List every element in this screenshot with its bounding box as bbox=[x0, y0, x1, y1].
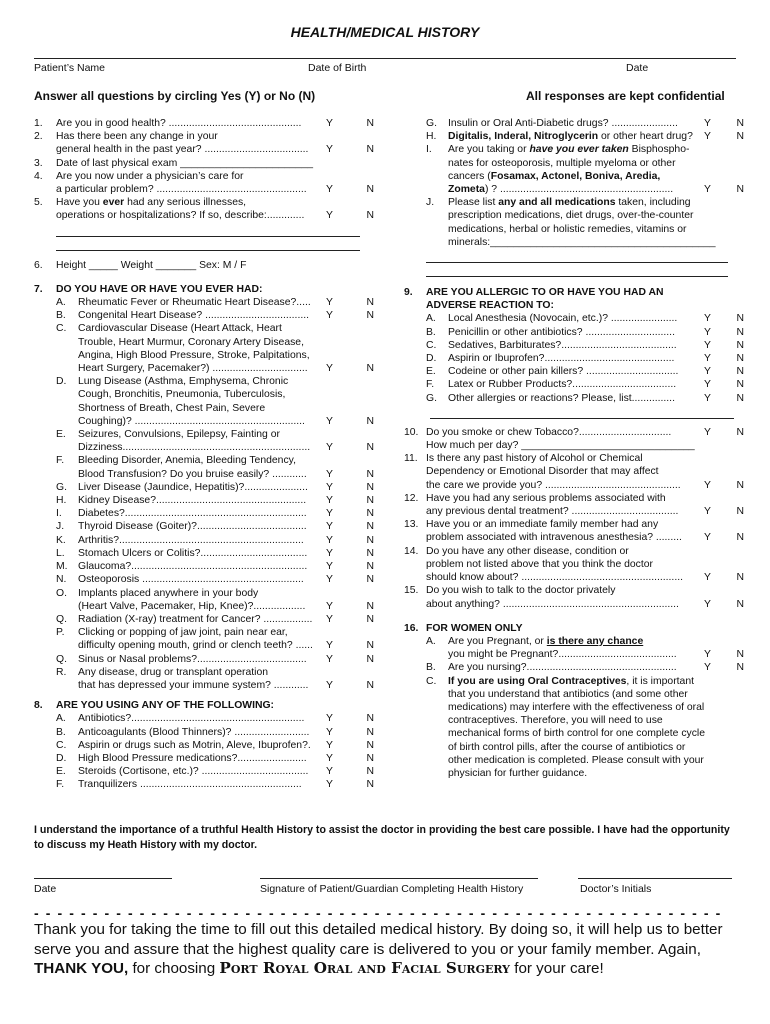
patient-name-label: Patient’s Name bbox=[34, 62, 106, 74]
practice-name: Port Royal Oral and Facial Surgery bbox=[219, 959, 511, 977]
yes-no[interactable]: Y N bbox=[326, 726, 374, 738]
describe-line[interactable] bbox=[56, 223, 360, 237]
header-line bbox=[34, 58, 736, 59]
patient-signature-line[interactable] bbox=[260, 878, 538, 879]
doctor-initials-label: Doctor’s Initials bbox=[580, 883, 652, 895]
yes-no[interactable]: Y N bbox=[326, 495, 374, 507]
yes-no[interactable]: Y N bbox=[326, 766, 374, 778]
yes-no[interactable]: Y N bbox=[326, 468, 374, 480]
yes-no[interactable]: Y N bbox=[326, 508, 374, 520]
question-12: 12. Have you had any serious problems associated with bbox=[404, 492, 666, 504]
yes-no[interactable]: Y N bbox=[704, 426, 744, 438]
yes-no[interactable]: Y N bbox=[326, 521, 374, 533]
question-4: 4. Are you now under a physician’s care for bbox=[34, 170, 244, 182]
question-13: 13. Have you or an immediate family member had any bbox=[404, 519, 659, 531]
dob-label: Date of Birth bbox=[308, 62, 367, 74]
allergies-line[interactable] bbox=[430, 405, 734, 419]
yes-no[interactable]: Y N bbox=[326, 534, 374, 546]
tear-line: - - - - - - - - - - - - - - - - - - - - - - - - - - - - - - - - - - - - - - - - - - - - - - - - - - - - - - - - - - - bbox=[34, 905, 722, 921]
yes-no[interactable]: Y N bbox=[704, 339, 744, 351]
date-sig-label: Date bbox=[34, 883, 57, 895]
yes-no[interactable]: Y N bbox=[326, 363, 374, 375]
instructions-right: All responses are kept confidential bbox=[526, 89, 725, 103]
yes-no[interactable]: Y N bbox=[704, 532, 744, 544]
question-5: 5. Have you ever had any serious illnesses, bbox=[34, 197, 247, 209]
yes-no[interactable]: Y N bbox=[326, 184, 374, 196]
yes-no[interactable]: Y N bbox=[326, 574, 374, 586]
date-signature-line[interactable] bbox=[34, 878, 172, 879]
left-column: 1. Are you in good health? .............................................. Y N 2. Has there been any change in your general health in the past year? .................................... Y N 3. Date of last physical exam _______________________ 4. Are you now under a physician’s care for a particular problem? .................................................... Y N 5. Have you ever had any serious illnesses, operations or hospitalizations? If so, describe:............. Y N 6. Height _____ Weight _______ Sex: M / F 7. DO YOU HAVE OR HAVE YOU EVER HAD: A. Rheumatic Fever or Rheumatic Heart Disease?..... Y N B. Congenital Heart Disease? .................................... Y N C. Cardiovascular Disease (Heart Attack, Heart Trouble, Heart Murmur, Coronary Artery Disease, Angina, High Blood Pressure, Stroke, Palpitations, Heart Surgery, Pacemaker?) ................................. Y N D. Lung Disease (Asthma, Emphysema, Chronic Cough, Bronchitis, Pneumonia, Tuberculosis, Shortness of Breath, Chest Pain, Severe Coughing)? ........................................................... Y N E. Seizures, Convulsions, Epilepsy, Fainting or Dizziness................................................................. Y N F. Bleeding Disorder, Anemia, Bleeding Tendency, Blood Transfusion? Do you bruise easily? ............ Y N G. Liver Disease (Jaundice, Hepatitis)?...................... Y N H. Kidney Disease?.................................................... Y N I. Diabetes?............................................................... Y N J. Thyroid Disease (Goiter)?...................................... Y N K. Arthritis?................................................................ Y N L. Stomach Ulcers or Colitis?..................................... Y N M. Glaucoma?............................................................. Y N N. Osteoporosis ........................................................ Y N O. Implants placed anywhere in your body (Heart Valve, Pacemaker, Hip, Knee)?.................. Y N Q. Radiation (X-ray) treatment for Cancer? ................. Y N P. Clicking or popping of jaw joint, pain near ear, difficulty opening mouth, grind or clench teeth? ...... Y N Q. Sinus or Nasal problems?...................................... Y N R. Any disease, drug or transplant operation that has depressed your immune system? ............ Y N 8. ARE YOU USING ANY OF THE FOLLOWING: A. Antibiotics?............................................................ Y N B. Anticoagulants (Blood Thinners)? .......................... Y N C. Aspirin or drugs such as Motrin, Aleve, Ibuprofen?. Y N D. High Blood Pressure medications?........................ Y N E. Steroids (Cortisone, etc.)? ..................................... Y N F. Tranquilizers ........................................................ Y N bbox=[34, 118, 374, 791]
yes-no[interactable]: Y N bbox=[326, 144, 374, 156]
yes-no[interactable]: Y N bbox=[326, 415, 374, 427]
yes-no[interactable]: Y N bbox=[326, 713, 374, 725]
date-label: Date bbox=[626, 62, 649, 74]
yes-no[interactable]: Y N bbox=[326, 613, 374, 625]
question-15: 15. Do you wish to talk to the doctor privately bbox=[404, 585, 616, 597]
patient-sig-label: Signature of Patient/Guardian Completing Health History bbox=[260, 883, 524, 895]
yes-no[interactable]: Y N bbox=[326, 653, 374, 665]
page-title: HEALTH/MEDICAL HISTORY bbox=[290, 24, 480, 40]
question-16: 16. FOR WOMEN ONLY bbox=[404, 622, 523, 634]
yes-no[interactable]: Y N bbox=[326, 752, 374, 764]
question-9: 9. ARE YOU ALLERGIC TO OR HAVE YOU HAD AN bbox=[404, 287, 664, 299]
yes-no[interactable]: Y N bbox=[326, 640, 374, 652]
question-14: 14. Do you have any other disease, condition or bbox=[404, 545, 629, 557]
right-column: G. Insulin or Oral Anti-Diabetic drugs? ....................... Y N H. Digitalis, Inderal, Nitroglycerin or other heart drug? Y N I. Are you taking or have you ever taken Bisphospho- nates for osteoporosis, multiple myeloma or other cancers (Fosamax, Actonel, Boniva, Aredia, Zometa) ? ............................................................ Y N J. Please list any and all medications taken, including prescription medications, diet drugs, over-the-counter medications, herbal or holistic remedies, vitamins or minerals:_______________________________________ 9. ARE YOU ALLERGIC TO OR HAVE YOU HAD AN ADVERSE REACTION TO: A. Local Anesthesia (Novocain, etc.)? ....................... Y N B. Penicillin or other antibiotics? ............................... Y N C. Sedatives, Barbiturates?........................................ Y N D. Aspirin or Ibuprofen?............................................. Y N E. Codeine or other pain killers? ................................ Y N F. Latex or Rubber Products?.................................... Y N G. Other allergies or reactions? Please, list............... Y N 10. Do you smoke or chew Tobacco?................................ Y N How much per day? ______________________________ 11. Is there any past history of Alcohol or Chemical Dependency or Emotional Disorder that may affect the care we provide you? ............................................... Y N 12. Have you had any serious problems associated with any previous dental treatment? ..................................... Y N 13. Have you or an immediate family member had any problem associated with intravenous anesthesia? ......... Y N 14. Do you have any other disease, condition or problem not listed above that you think the doctor should know about? ........................................................ Y N 15. Do you wish to talk to the doctor privately about anything? ............................................................. Y N 16. FOR WOMEN ONLY A. Are you Pregnant, or is there any chance you might be Pregnant?......................................... Y N B. Are you nursing?.................................................... Y N C. If you are using Oral Contraceptives, it is important that you understand that antibiotics (and some other medications) may interfere with the effectiveness of oral contraceptives. Therefore, you will need to use mechanical forms of birth control for one complete cycle of birth control pills, after the course of antibiotics or other medication is completed. Please consult with your physician for further guidance. bbox=[404, 118, 744, 779]
yes-no[interactable]: Y N bbox=[326, 547, 374, 559]
yes-no[interactable]: Y N bbox=[704, 326, 744, 338]
medications-line[interactable] bbox=[426, 249, 728, 263]
acknowledgement-statement: I understand the importance of a truthful Health History to assist the doctor in providing the best care possible. I have had the opportunity to discuss my Heath History with my doctor. bbox=[34, 824, 730, 851]
yes-no[interactable]: Y N bbox=[704, 353, 744, 365]
yes-no[interactable]: Y N bbox=[326, 297, 374, 309]
question-7: 7. DO YOU HAVE OR HAVE YOU EVER HAD: bbox=[34, 283, 263, 295]
yes-no[interactable]: Y N bbox=[704, 184, 744, 196]
yes-no[interactable]: Y N bbox=[326, 561, 374, 573]
yes-no[interactable]: Y N bbox=[326, 481, 374, 493]
yes-no[interactable]: Y N bbox=[704, 479, 744, 491]
describe-line[interactable] bbox=[56, 237, 360, 251]
yes-no[interactable]: Y N bbox=[704, 662, 744, 674]
yes-no[interactable]: Y N bbox=[326, 118, 374, 129]
question-6: 6. Height _____ Weight _______ Sex: M / F bbox=[34, 259, 247, 271]
yes-no[interactable]: Y N bbox=[326, 600, 374, 612]
question-2: 2. Has there been any change in your bbox=[34, 131, 218, 143]
yes-no[interactable]: Y N bbox=[704, 392, 744, 404]
thank-you-note: Thank you for taking the time to fill out this detailed medical history. By doing so, it will help us to better serve you and assure that the highest quality care is delivered to you or your family member. Again, THANK YOU, for choosing Port Royal Oral and Facial Surgery for your care! bbox=[34, 921, 723, 977]
medications-line[interactable] bbox=[426, 263, 728, 277]
question-1: 1. Are you in good health? .............................................. Y N bbox=[34, 118, 374, 129]
yes-no[interactable]: Y N bbox=[704, 118, 744, 129]
question-10: 10. Do you smoke or chew Tobacco?................................ Y N bbox=[404, 426, 744, 438]
yes-no[interactable]: Y N bbox=[326, 210, 374, 222]
question-8: 8. ARE YOU USING ANY OF THE FOLLOWING: bbox=[34, 700, 275, 712]
yes-no[interactable]: Y N bbox=[326, 779, 374, 791]
yes-no[interactable]: Y N bbox=[704, 598, 744, 610]
question-3: 3. Date of last physical exam _______________________ bbox=[34, 157, 314, 169]
yes-no[interactable]: Y N bbox=[704, 506, 744, 518]
yes-no[interactable]: Y N bbox=[326, 679, 374, 691]
instructions-left: Answer all questions by circling Yes (Y) or No (N) bbox=[34, 89, 316, 103]
yes-no[interactable]: Y N bbox=[704, 313, 744, 325]
yes-no[interactable]: Y N bbox=[326, 442, 374, 454]
yes-no[interactable]: Y N bbox=[326, 310, 374, 322]
question-11: 11. Is there any past history of Alcohol or Chemical bbox=[404, 453, 643, 465]
yes-no[interactable]: Y N bbox=[704, 572, 744, 584]
yes-no[interactable]: Y N bbox=[704, 379, 744, 391]
doctor-initials-line[interactable] bbox=[578, 878, 732, 879]
yes-no[interactable]: Y N bbox=[704, 649, 744, 661]
yes-no[interactable]: Y N bbox=[704, 366, 744, 378]
yes-no[interactable]: Y N bbox=[326, 739, 374, 751]
yes-no[interactable]: Y N bbox=[704, 131, 744, 143]
